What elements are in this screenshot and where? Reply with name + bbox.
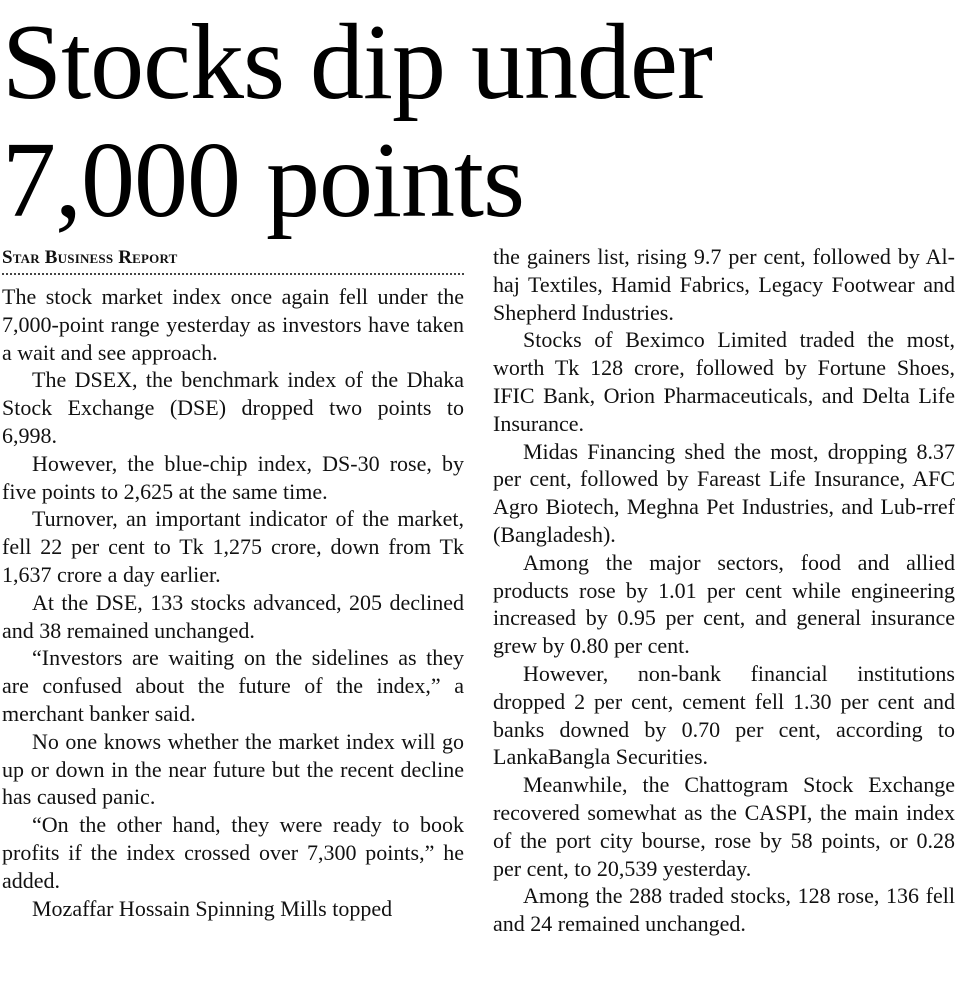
- article-paragraph: “Investors are waiting on the sidelines as they are confused about the future of the index,” a merchant banker said.: [2, 645, 464, 726]
- article-column-right: [493, 243, 955, 938]
- article-paragraph: However, the blue-chip index, DS-30 rose, by five points to 2,625 at the same time.: [2, 450, 464, 504]
- article-column-left: [2, 243, 464, 922]
- headline: Stocks dip under 7,000 points: [2, 3, 712, 240]
- article-paragraph: Among the 288 traded stocks, 128 rose, 136 fell and 24 remained unchanged.: [493, 883, 955, 937]
- article-paragraph: Midas Financing shed the most, dropping 8.37 per cent, followed by Fareast Life Insurance, AFC Agro Biotech, Meghna Pet Industries, and Lub-rref (Bangladesh).: [493, 438, 955, 547]
- article-paragraph: At the DSE, 133 stocks advanced, 205 declined and 38 remained unchanged.: [2, 589, 464, 643]
- article-paragraph: However, non-bank financial institutions dropped 2 per cent, cement fell 1.30 per cent and banks downed by 0.70 per cent, according to LankaBangla Securities.: [493, 660, 955, 770]
- article-paragraph: The stock market index once again fell under the 7,000-point range yesterday as investors have taken a wait and see approach.: [2, 284, 464, 365]
- article-paragraph: the gainers list, rising 9.7 per cent, followed by Al-haj Textiles, Hamid Fabrics, Legacy Footwear and Shepherd Industries.: [493, 244, 955, 325]
- byline: Star Business Report: [2, 243, 464, 275]
- article-paragraph: Stocks of Beximco Limited traded the most, worth Tk 128 crore, followed by Fortune Shoes, IFIC Bank, Orion Pharmaceuticals, and Delta Life Insurance.: [493, 327, 955, 436]
- article-paragraph: Among the major sectors, food and allied products rose by 1.01 per cent while engineering increased by 0.95 per cent, and general insurance grew by 0.80 per cent.: [493, 549, 955, 659]
- article-paragraph: Turnover, an important indicator of the market, fell 22 per cent to Tk 1,275 crore, down from Tk 1,637 crore a day earlier.: [2, 506, 464, 587]
- article-paragraph: No one knows whether the market index will go up or down in the near future but the recent decline has caused panic.: [2, 728, 464, 810]
- article-paragraph: Meanwhile, the Chattogram Stock Exchange recovered somewhat as the CASPI, the main index of the port city bourse, rose by 58 points, or 0.28 per cent, to 20,539 yesterday.: [493, 772, 955, 881]
- article-paragraph: The DSEX, the benchmark index of the Dhaka Stock Exchange (DSE) dropped two points to 6,998.: [2, 367, 464, 448]
- article-paragraph: “On the other hand, they were ready to book profits if the index crossed over 7,300 points,” he added.: [2, 812, 464, 893]
- article-paragraph: Mozaffar Hossain Spinning Mills topped: [32, 895, 393, 921]
